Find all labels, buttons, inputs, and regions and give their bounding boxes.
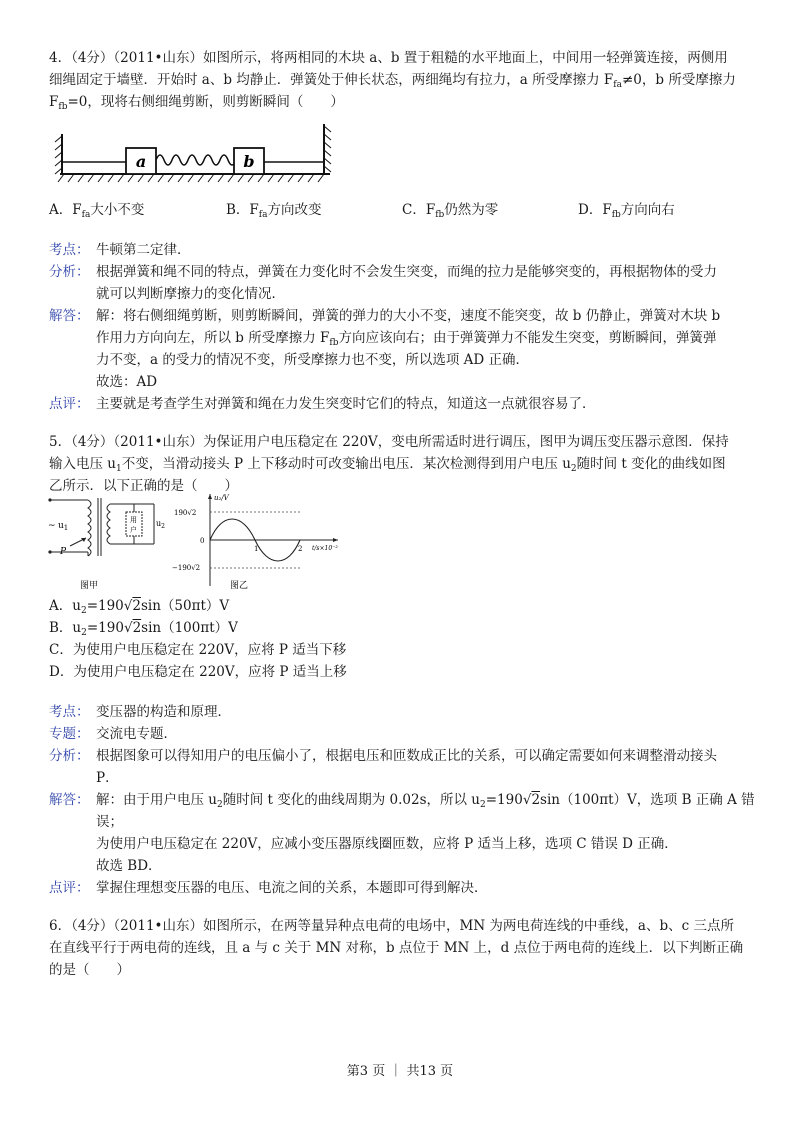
- q5-kaodian-label: 考点：: [49, 704, 90, 720]
- secondary-coil: [107, 504, 110, 544]
- q5-fig-sine: [172, 490, 344, 594]
- q5-option-c: C．为使用户电压稳定在 220V，应将 P 适当下移: [49, 642, 347, 658]
- svg-text:~: ~: [48, 521, 56, 531]
- q5-fenxi-1: 根据图象可以得知用户的电压偏小了，根据电压和匝数成正比的关系，可以确定需要如何来调整滑动接头: [96, 748, 717, 764]
- q4-jieda-4: 故选：AD: [96, 374, 158, 390]
- ytick-bottom: −190√2: [172, 564, 201, 572]
- q5-option-b: B．$u_2=190√2\sin(100\pi t)V$: [49, 620, 238, 638]
- q4-jieda-3: 力不变，a 的受力的情况不变，所受摩擦力也不变，所以选项 AD 正确．: [96, 352, 529, 368]
- xtick-1: 1: [254, 545, 259, 553]
- x-axis-label: t/s×10⁻²: [312, 545, 338, 552]
- q5-stem-line3: 乙所示．以下正确的是（ ）: [49, 478, 238, 494]
- u2-label: $u_2$: [156, 519, 165, 530]
- q5-jieda-3: 为使用户电压稳定在 220V，应减小变压器原线圈匝数，应将 P 适当上移，选项 C 错误 D 正确．: [96, 836, 678, 852]
- q4-kaodian-label: 考点：: [49, 242, 90, 258]
- q5-kaodian: 变压器的构造和原理．: [96, 704, 231, 720]
- block-a-label: a: [135, 152, 147, 171]
- q5-dianping-label: 点评：: [49, 880, 90, 896]
- q4-spring-figure: [52, 120, 338, 188]
- footer-separator: ｜: [389, 1064, 403, 1079]
- q5-zhuanti-label: 专题：: [49, 726, 90, 742]
- slider-p-label: P: [60, 547, 67, 557]
- q5-stem-line2: 输入电压 $u_1$不变，当滑动接头 P 上下移动时可改变输出电压．某次检测得到用户电压 $u_2$随时间 t 变化的曲线如图: [49, 456, 726, 474]
- q4-dianping-label: 点评：: [49, 396, 90, 412]
- q4-jieda-2: 作用力方向向左，所以 b 所受摩擦力 $F_{fb}$方向应该向右；由于弹簧弹力不能发生突变，剪断瞬间，弹簧弹: [96, 330, 717, 348]
- q4-fenxi-2: 就可以判断摩擦力的变化情况．: [96, 286, 285, 302]
- q5-jieda-1: 解：由于用户电压 $u_2$随时间 t 变化的曲线周期为 0.02s，所以 $u_2=190√2\sin(100\pi t)V$，选项 B 正确 A 错: [96, 792, 755, 810]
- block-b-label: b: [243, 152, 255, 171]
- q4-jieda-label: 解答：: [49, 308, 90, 324]
- y-axis-label: u₂/V: [214, 494, 229, 502]
- svg-text:用: 用: [130, 516, 137, 524]
- svg-text:户: 户: [130, 526, 137, 534]
- q5-fenxi-2: P．: [96, 770, 119, 786]
- q4-dianping: 主要就是考查学生对弹簧和绳在力发生突变时它们的特点，知道这一点就很容易了．: [96, 396, 596, 412]
- q5-fig-transformer: [46, 494, 176, 594]
- fig-yi-caption: 图乙: [230, 581, 249, 591]
- q5-jieda-2: 误；: [96, 814, 123, 830]
- q5-zhuanti: 交流电专题．: [96, 726, 177, 742]
- q4-option-a: A．$F_{fa}$大小不变: [49, 202, 145, 220]
- q5-jieda-label: 解答：: [49, 792, 90, 808]
- ytick-zero: 0: [200, 537, 205, 545]
- q5-dianping: 掌握住理想变压器的电压、电流之间的关系，本题即可得到解决．: [96, 880, 488, 896]
- q4-option-b: B．$F_{fa}$方向改变: [226, 202, 322, 220]
- xtick-2: 2: [298, 545, 303, 553]
- page-number: 第3 页: [346, 1064, 386, 1079]
- total-pages: 共13 页: [406, 1064, 454, 1079]
- q4-option-c: C．$F_{fb}$仍然为零: [402, 202, 499, 220]
- q4-fenxi-label: 分析：: [49, 264, 90, 280]
- q4-fenxi-1: 根据弹簧和绳不同的特点，弹簧在力变化时不会发生突变，而绳的拉力是能够突变的，再根据物体的受力: [96, 264, 717, 280]
- q4-option-d: D．$F_{fb}$方向向右: [578, 202, 675, 220]
- q5-fenxi-label: 分析：: [49, 748, 90, 764]
- q4-jieda-1: 解：将右侧细绳剪断，则剪断瞬间，弹簧的弹力的大小不变，速度不能突变，故 b 仍静止，弹簧对木块 b: [96, 308, 721, 324]
- q5-stem-line1: 5．（4分）（2011•山东）为保证用户电压稳定在 220V，变电所需适时进行调压，图甲为调压变压器示意图．保持: [49, 434, 729, 450]
- spring: [156, 155, 244, 165]
- q5-jieda-4: 故选 BD．: [96, 858, 162, 874]
- q4-stem-line3: $F_{fb}=0$，现将右侧细绳剪断，则剪断瞬间（ ）: [49, 94, 344, 112]
- q6-stem-line3: 的是（ ）: [49, 962, 130, 978]
- q6-stem-line2: 在直线平行于两电荷的连线，且 a 与 c 关于 MN 对称，b 点位于 MN 上，d 点位于两电荷的连线上．以下判断正确: [49, 940, 744, 956]
- q4-kaodian: 牛顿第二定律．: [96, 242, 191, 258]
- q4-stem-line2: 细绳固定于墙壁．开始时 a、b 均静止．弹簧处于伸长状态，两细绳均有拉力，a 所受摩擦力 $F_{fa}\ne 0$，b 所受摩擦力: [49, 72, 736, 90]
- q6-stem-line1: 6．（4分）（2011•山东）如图所示，在两等量异种点电荷的电场中，MN 为两电荷连线的中垂线，a、b、c 三点所: [49, 918, 734, 934]
- q5-option-d: D．为使用户电压稳定在 220V，应将 P 适当上移: [49, 664, 347, 680]
- page-footer: [0, 1060, 800, 1079]
- u1-label: $u_1$: [58, 521, 69, 532]
- q4-stem-line1: 4．（4分）（2011•山东）如图所示，将两相同的木块 a、b 置于粗糙的水平地面上，中间用一轻弹簧连接，两侧用: [49, 50, 728, 66]
- ytick-top: 190√2: [174, 509, 197, 517]
- fig-jia-caption: 图甲: [80, 581, 99, 591]
- primary-coil: [88, 500, 91, 556]
- q5-option-a: A．$u_2=190√2\sin(50\pi t)V$: [49, 598, 230, 616]
